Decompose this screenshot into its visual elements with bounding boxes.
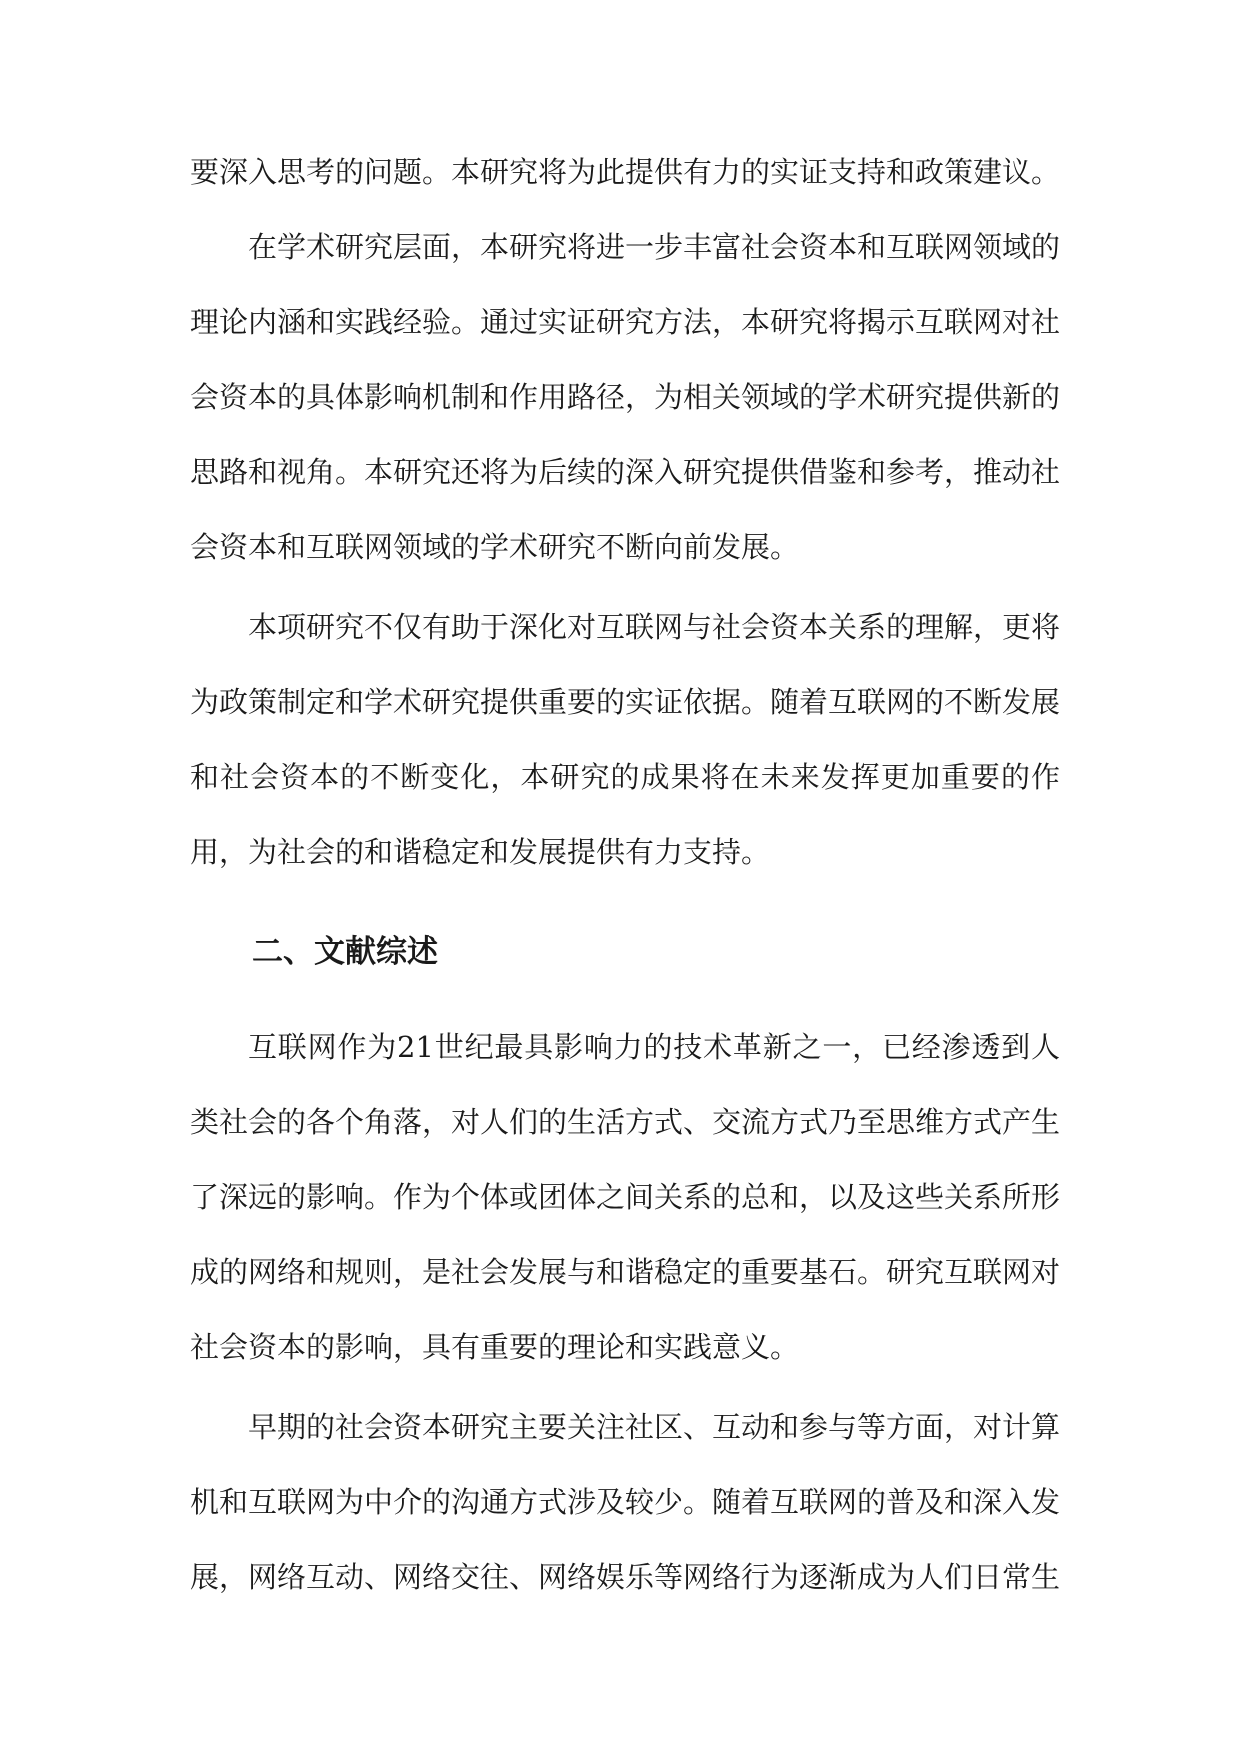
section-heading: 二、文献综述 — [252, 934, 438, 970]
paragraph-continuation: 要深入思考的问题。本研究将为此提供有力的实证支持和政策建议。 — [190, 155, 1061, 189]
paragraph-research-significance: 本项研究不仅有助于深化对互联网与社会资本关系的理解，更将为政策制定和学术研究提供重要的实证依据。随着互联网的不断发展和社会资本的不断变化，本研究的成果将在未来发挥更加重要的作用，为社会的和谐稳定和发展提供有力支持。 — [190, 610, 1061, 869]
paragraph-internet-overview: 互联网作为21世纪最具影响力的技术革新之一，已经渗透到人类社会的各个角落，对人们的生活方式、交流方式乃至思维方式产生了深远的影响。作为个体或团体之间关系的总和，以及这些关系所形成的网络和规则，是社会发展与和谐稳定的重要基石。研究互联网对社会资本的影响，具有重要的理论和实践意义。 — [190, 1030, 1061, 1364]
paragraph-early-research: 早期的社会资本研究主要关注社区、互动和参与等方面，对计算机和互联网为中介的沟通方式涉及较少。随着互联网的普及和深入发展，网络互动、网络交往、网络娱乐等网络行为逐渐成为人们日常生 — [190, 1410, 1061, 1594]
paragraph-academic-research: 在学术研究层面，本研究将进一步丰富社会资本和互联网领域的理论内涵和实践经验。通过实证研究方法，本研究将揭示互联网对社会资本的具体影响机制和作用路径，为相关领域的学术研究提供新的思路和视角。本研究还将为后续的深入研究提供借鉴和参考，推动社会资本和互联网领域的学术研究不断向前发展。 — [190, 230, 1061, 564]
